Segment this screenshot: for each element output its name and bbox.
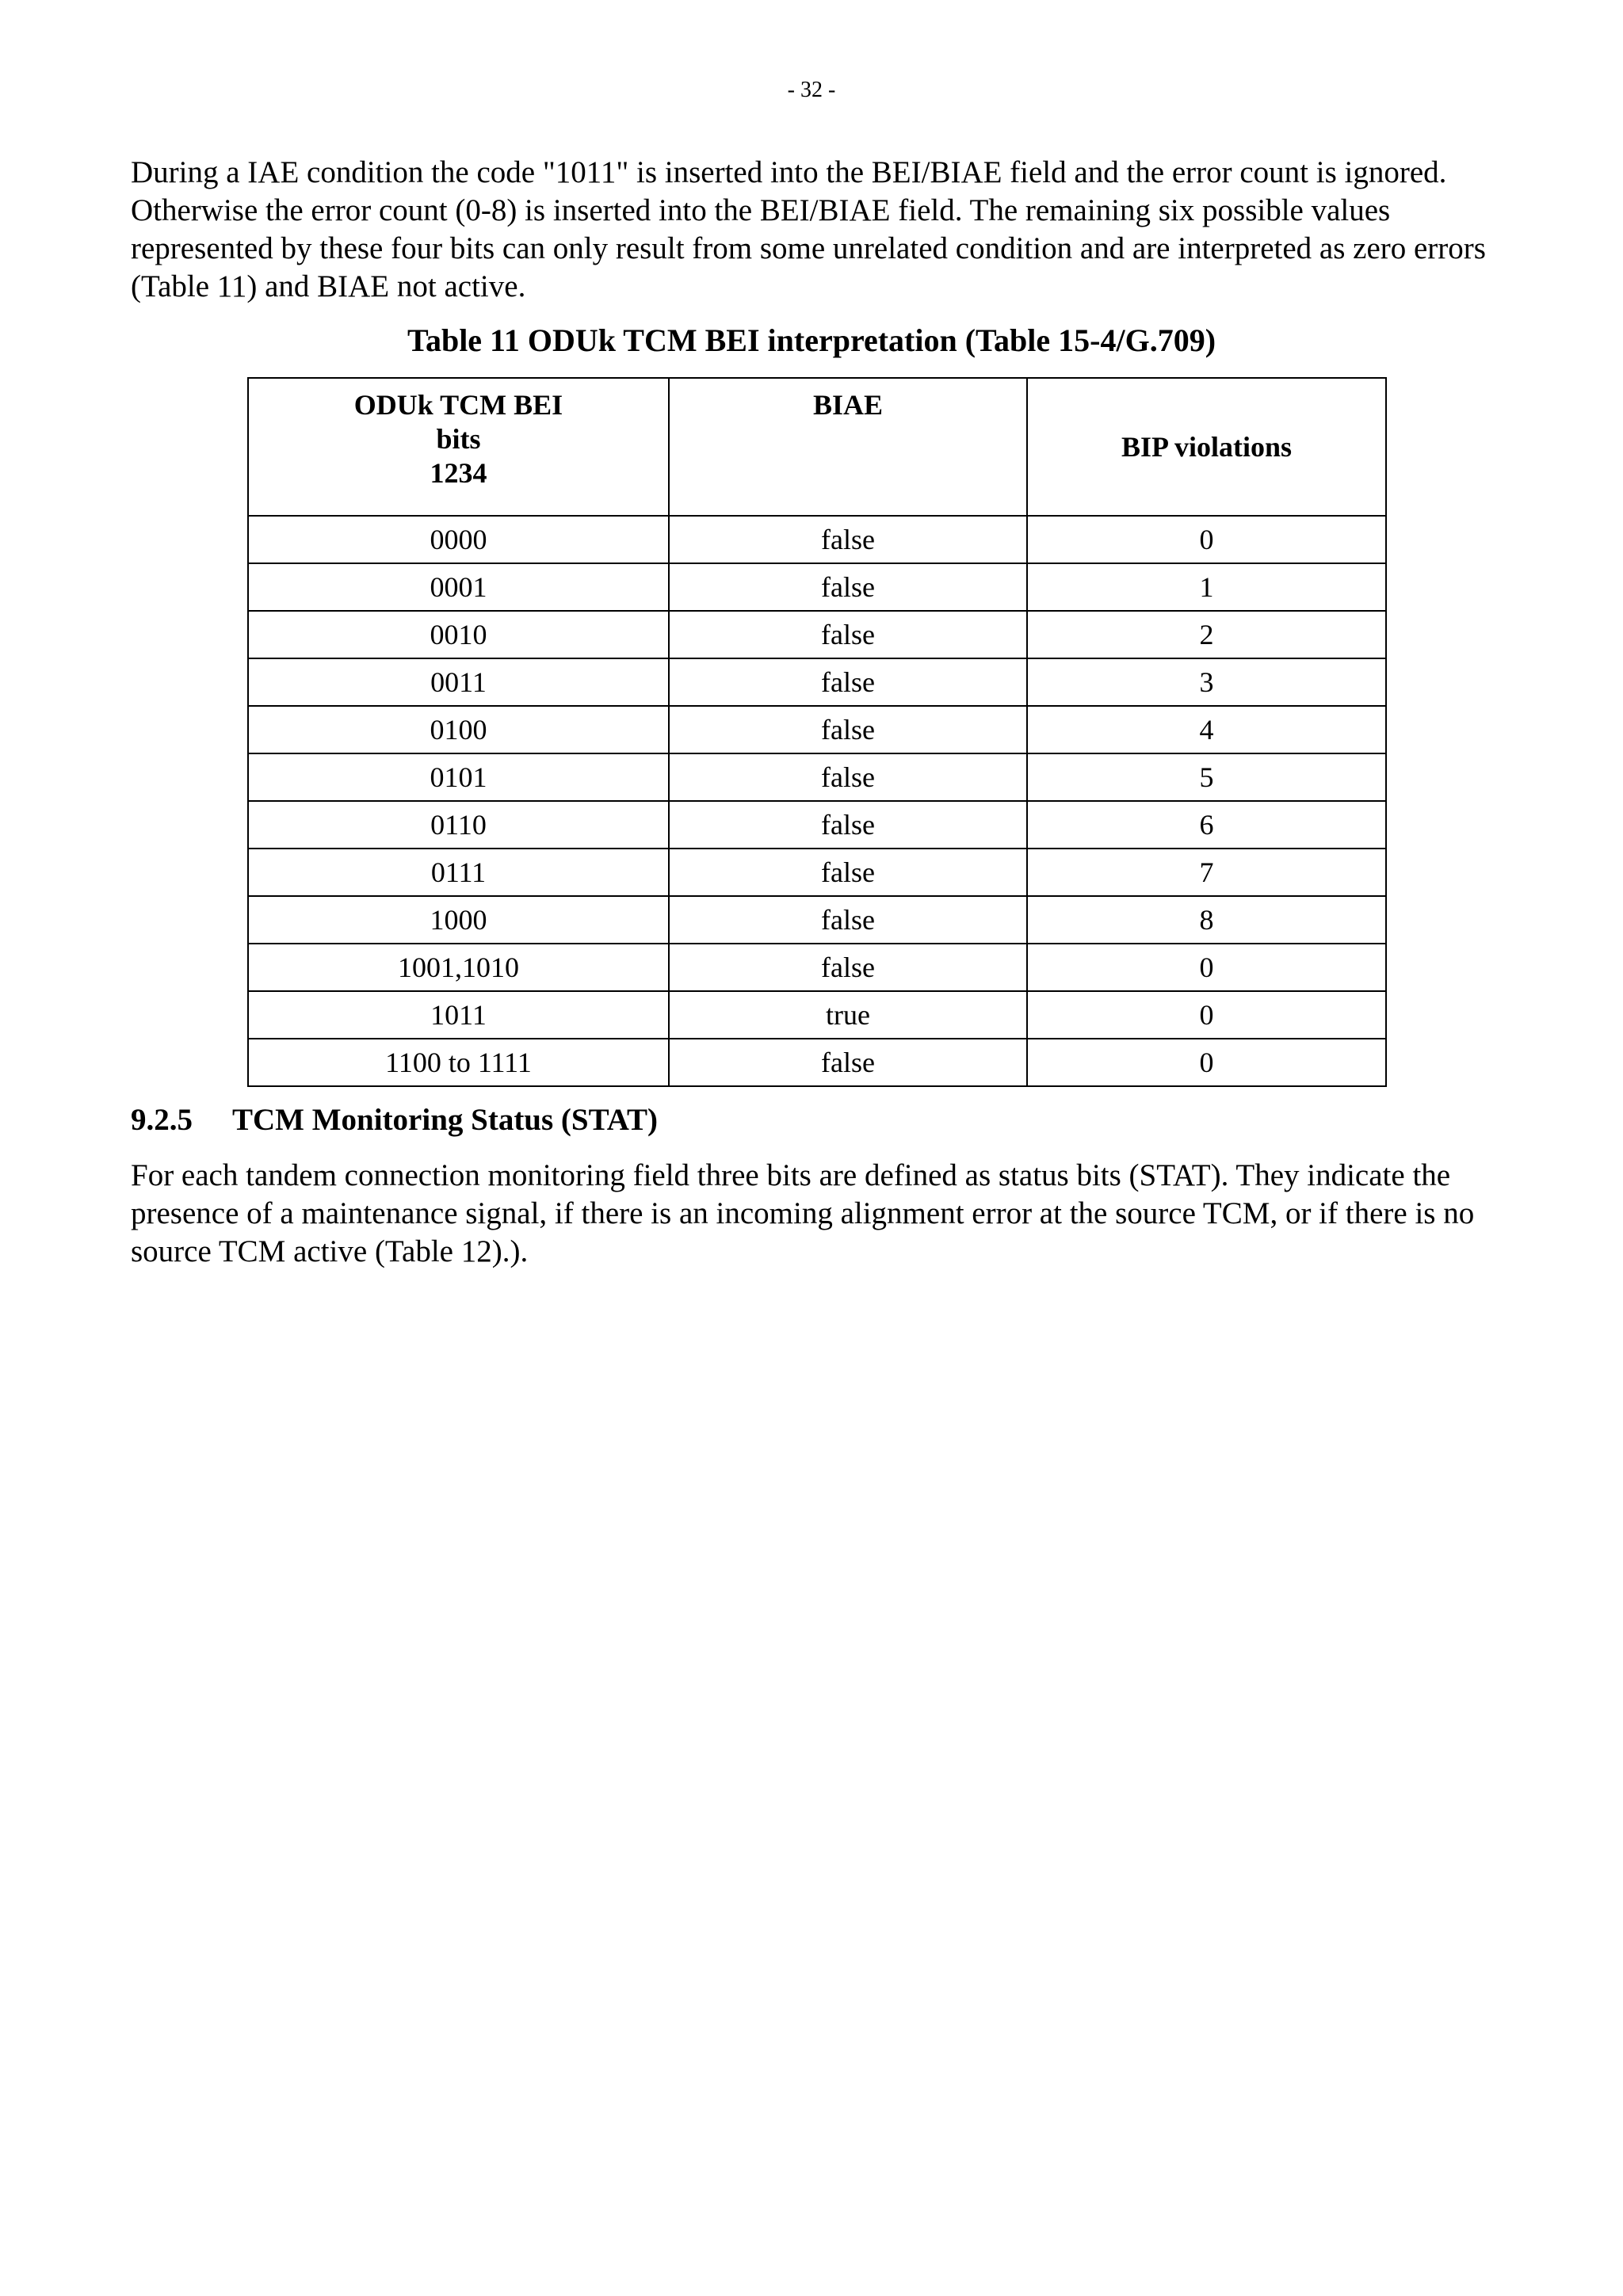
table-body [248,516,1386,1086]
header-bei-bits [248,378,669,516]
cell-biae: false [669,516,1027,563]
cell-biae: false [669,1039,1027,1086]
section-paragraph: For each tandem connection monitoring field three bits are defined as status bits (STAT). They indicate the presence of a maintenance signal, if there is an incoming alignment error at the source TCM, or if there is no source TCM active (Table 12).). [131,1158,1475,1268]
cell-biae: false [669,896,1027,944]
cell-bei-bits: 0111 [248,849,669,896]
section-title: TCM Monitoring Status (STAT) [232,1103,658,1137]
cell-bip-violations: 5 [1027,753,1386,801]
cell-bip-violations: 0 [1027,516,1386,563]
header-bei-bits-line2: bits [436,423,481,455]
header-bip-violations: BIP violations [1027,378,1386,516]
cell-bei-bits: 0011 [248,658,669,706]
section-number: 9.2.5 [131,1103,193,1137]
cell-biae: false [669,801,1027,849]
cell-biae: false [669,753,1027,801]
table-row [248,753,1386,801]
intro-paragraph: During a IAE condition the code "1011" is inserted into the BEI/BIAE field and the error count is ignored. Otherwise the error count (0-8) is inserted into the BEI/BIAE field. The remaining six possible values represented by these four bits can only result from some unrelated condition and are interpreted as zero errors (Table 11) and BIAE not active. [131,155,1486,303]
cell-bei-bits: 1100 to 1111 [248,1039,669,1086]
table-caption: Table 11 ODUk TCM BEI interpretation (Table 15-4/G.709) [407,322,1216,358]
cell-bei-bits: 1000 [248,896,669,944]
cell-biae: false [669,944,1027,991]
cell-bip-violations: 8 [1027,896,1386,944]
page-number: - 32 - [787,78,836,102]
table-row [248,849,1386,896]
cell-bip-violations: 1 [1027,563,1386,611]
table-row [248,563,1386,611]
table-row [248,944,1386,991]
header-bei-bits-line1: ODUk TCM BEI [353,389,563,421]
cell-bip-violations: 0 [1027,991,1386,1039]
cell-biae: false [669,849,1027,896]
table-row [248,991,1386,1039]
cell-bip-violations: 0 [1027,944,1386,991]
cell-biae: false [669,611,1027,658]
cell-biae: false [669,563,1027,611]
cell-bip-violations: 3 [1027,658,1386,706]
cell-bei-bits: 0110 [248,801,669,849]
header-bei-bits-line3: 1234 [430,457,487,489]
cell-bip-violations: 7 [1027,849,1386,896]
cell-bei-bits: 0000 [248,516,669,563]
table-row [248,516,1386,563]
cell-bip-violations: 4 [1027,706,1386,753]
cell-biae: false [669,706,1027,753]
cell-bip-violations: 6 [1027,801,1386,849]
cell-bei-bits: 1001,1010 [248,944,669,991]
cell-bei-bits: 0001 [248,563,669,611]
table-header-row [248,378,1386,516]
cell-bip-violations: 0 [1027,1039,1386,1086]
table-row [248,1039,1386,1086]
table-row [248,896,1386,944]
table-row [248,611,1386,658]
cell-bei-bits: 1011 [248,991,669,1039]
header-biae: BIAE [669,378,1027,516]
cell-bei-bits: 0010 [248,611,669,658]
bei-interpretation-table [247,377,1387,1087]
section-heading [131,1102,658,1138]
cell-biae: false [669,658,1027,706]
cell-biae: true [669,991,1027,1039]
table-row [248,706,1386,753]
cell-bei-bits: 0100 [248,706,669,753]
table-row [248,658,1386,706]
table-row [248,801,1386,849]
cell-bei-bits: 0101 [248,753,669,801]
cell-bip-violations: 2 [1027,611,1386,658]
